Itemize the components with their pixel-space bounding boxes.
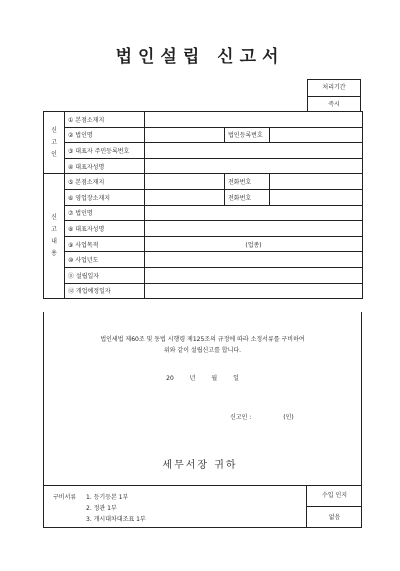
statement-text — [60, 334, 345, 356]
row-label: ⑫ 개업예정일자 — [65, 283, 145, 299]
attachment-item: 1. 등기등본 1부 — [86, 494, 129, 501]
sub-label: 전화번호 — [225, 189, 270, 205]
row-label: ③ 대표자 주민등록번호 — [65, 143, 145, 159]
table-row — [44, 221, 363, 237]
row-label: ④ 대표자성명 — [65, 158, 145, 174]
input-cell[interactable] — [145, 127, 225, 143]
sub-label: 전화번호 — [225, 174, 270, 190]
table-row — [44, 283, 363, 299]
form-table — [43, 111, 363, 299]
processing-period-label: 처리기간 — [308, 80, 360, 97]
table-row — [44, 127, 363, 143]
attachments-list — [53, 492, 146, 525]
table-row — [44, 158, 363, 174]
row-label: ⑩ 사업년도 — [65, 252, 145, 268]
form-title: 법인설립 신고서 — [115, 47, 285, 67]
table-row — [44, 112, 363, 128]
table-row — [44, 174, 363, 190]
row-label: ① 본점소재지 — [65, 112, 145, 128]
processing-period-box — [307, 79, 361, 112]
table-row — [44, 252, 363, 268]
input-cell[interactable] — [145, 283, 363, 299]
business-type-note[interactable]: (업종) — [145, 236, 363, 252]
input-cell[interactable] — [145, 158, 363, 174]
input-cell[interactable] — [270, 174, 363, 190]
row-label: ② 법인명 — [65, 127, 145, 143]
table-row — [44, 267, 363, 283]
table-row — [44, 236, 363, 252]
statement-line: 법인세법 제60조 및 동법 시행령 제125조의 규정에 따라 소정서류를 구비하여 — [100, 336, 305, 343]
input-cell[interactable] — [145, 221, 363, 237]
input-cell[interactable] — [145, 189, 225, 205]
signer-line — [230, 412, 294, 421]
processing-period-value: 즉시 — [328, 101, 340, 108]
signer-label: 신고인 : — [230, 414, 252, 421]
input-cell[interactable] — [270, 127, 363, 143]
input-cell[interactable] — [145, 252, 363, 268]
input-cell[interactable] — [145, 112, 363, 128]
input-cell[interactable] — [145, 174, 225, 190]
attachment-item: 3. 개시대차대조표 1부 — [86, 516, 146, 523]
row-label: ⑪ 설립일자 — [65, 267, 145, 283]
table-row — [44, 189, 363, 205]
section-label-reporter: 신 고 인 — [44, 112, 65, 174]
input-cell[interactable] — [270, 189, 363, 205]
input-cell[interactable] — [145, 143, 363, 159]
input-cell[interactable] — [145, 205, 363, 221]
sub-label: 법인등록번호 — [225, 127, 270, 143]
row-label: ⑤ 본점소재지 — [65, 174, 145, 190]
row-label: ⑥ 영업장소재지 — [65, 189, 145, 205]
date-line[interactable]: 20 년 월 일 — [166, 375, 239, 382]
table-row — [44, 143, 363, 159]
recipient-office: 세무서장 귀하 — [162, 460, 238, 471]
row-label: ⑦ 법인명 — [65, 205, 145, 221]
fee-label: 수입 인지 — [307, 485, 362, 507]
row-label: ⑨ 사업목적 — [65, 236, 145, 252]
row-label: ⑧ 대표자성명 — [65, 221, 145, 237]
attachment-item: 2. 정관 1부 — [86, 505, 117, 512]
statement-line: 위와 같이 설립신고를 합니다. — [163, 347, 242, 354]
attachments-label: 구비서류 — [53, 494, 77, 501]
input-cell[interactable] — [145, 267, 363, 283]
seal-mark: (인) — [283, 414, 294, 421]
table-row — [44, 205, 363, 221]
fee-box — [306, 485, 362, 528]
fee-value: 없음 — [328, 514, 341, 521]
section-label-content: 신 고 내 용 — [44, 174, 65, 299]
